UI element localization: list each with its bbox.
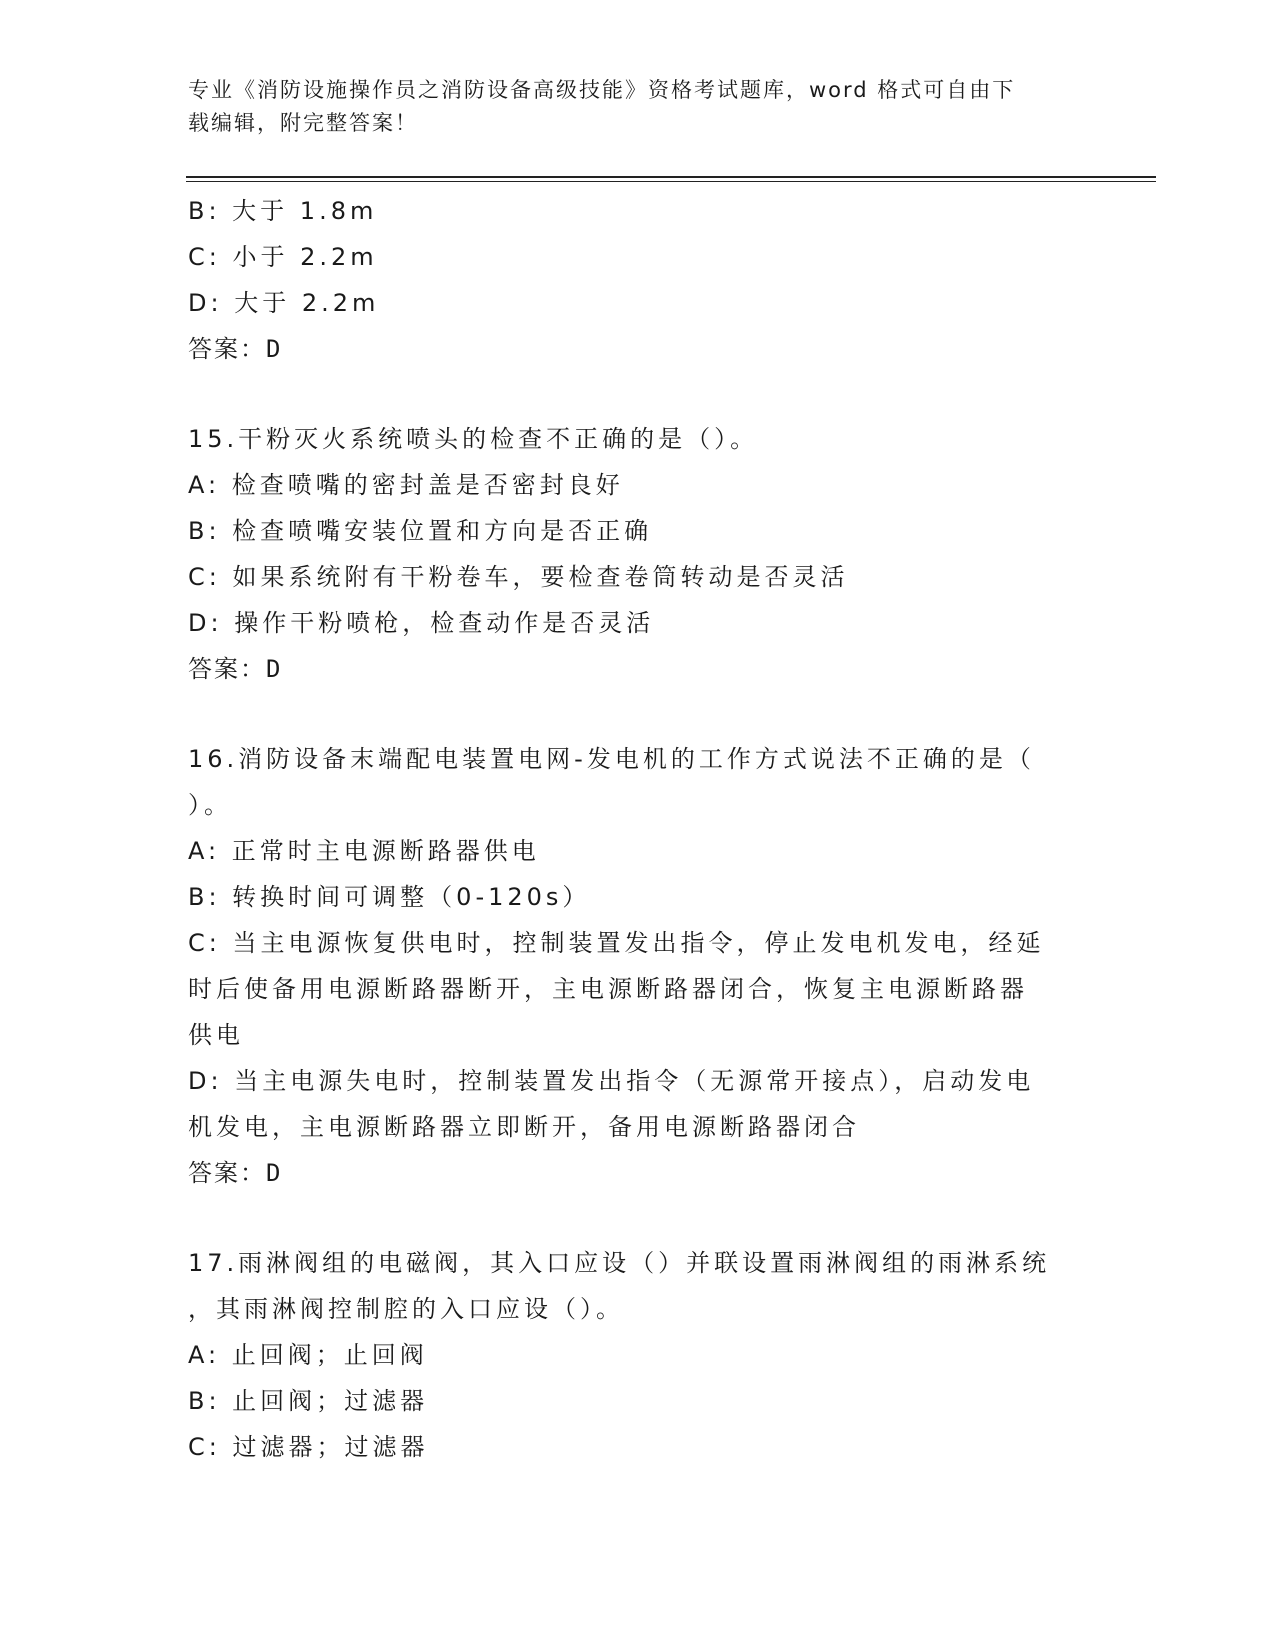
option-d: D: 操作干粉喷枪，检查动作是否灵活 (188, 609, 655, 637)
header-divider-thick (186, 176, 1156, 178)
option-d: D: 当主电源失电时，控制装置发出指令（无源常开接点），启动发电 (188, 1067, 1035, 1095)
question-14-continued (188, 188, 1068, 372)
option-b: B: 检查喷嘴安装位置和方向是否正确 (188, 517, 653, 545)
spacer (188, 1196, 1068, 1240)
answer-line: 答案：D (188, 1159, 283, 1187)
option-d: D: 大于 2.2m (188, 289, 380, 317)
question-stem: 17.雨淋阀组的电磁阀，其入口应设（）并联设置雨淋阀组的雨淋系统 (188, 1249, 1051, 1277)
question-15 (188, 416, 1068, 692)
option-c-continued: 供电 (188, 1021, 244, 1049)
option-b: B: 止回阀；过滤器 (188, 1387, 429, 1415)
spacer (188, 372, 1068, 416)
header-divider-thin (186, 181, 1156, 182)
answer-line: 答案：D (188, 335, 283, 363)
option-c-continued: 时后使备用电源断路器断开，主电源断路器闭合，恢复主电源断路器 (188, 975, 1028, 1003)
option-c: C: 如果系统附有干粉卷车，要检查卷筒转动是否灵活 (188, 563, 849, 591)
question-stem: 16.消防设备末端配电装置电网-发电机的工作方式说法不正确的是（ (188, 745, 1035, 773)
option-c: C: 过滤器；过滤器 (188, 1433, 429, 1461)
question-stem-continued: ）。 (188, 791, 232, 819)
option-a: A: 检查喷嘴的密封盖是否密封良好 (188, 471, 624, 499)
option-a: A: 止回阀；止回阀 (188, 1341, 428, 1369)
answer-line: 答案：D (188, 655, 283, 683)
option-a: A: 正常时主电源断路器供电 (188, 837, 540, 865)
option-c: C: 当主电源恢复供电时，控制装置发出指令，停止发电机发电，经延 (188, 929, 1045, 957)
spacer (188, 692, 1068, 736)
header-title-line-2: 载编辑，附完整答案！ (188, 111, 418, 135)
option-c: C: 小于 2.2m (188, 243, 378, 271)
question-stem: 15.干粉灭火系统喷头的检查不正确的是（）。 (188, 425, 759, 453)
option-b: B: 大于 1.8m (188, 197, 378, 225)
option-b: B: 转换时间可调整（0-120s） (188, 883, 591, 911)
question-content (188, 188, 1068, 1470)
option-d-continued: 机发电，主电源断路器立即断开，备用电源断路器闭合 (188, 1113, 860, 1141)
document-header (188, 74, 1068, 140)
question-17 (188, 1240, 1068, 1470)
question-16 (188, 736, 1068, 1196)
question-stem-continued: ，其雨淋阀控制腔的入口应设（）。 (188, 1295, 624, 1323)
header-title-line-1: 专业《消防设施操作员之消防设备高级技能》资格考试题库，word 格式可自由下 (188, 78, 1016, 102)
